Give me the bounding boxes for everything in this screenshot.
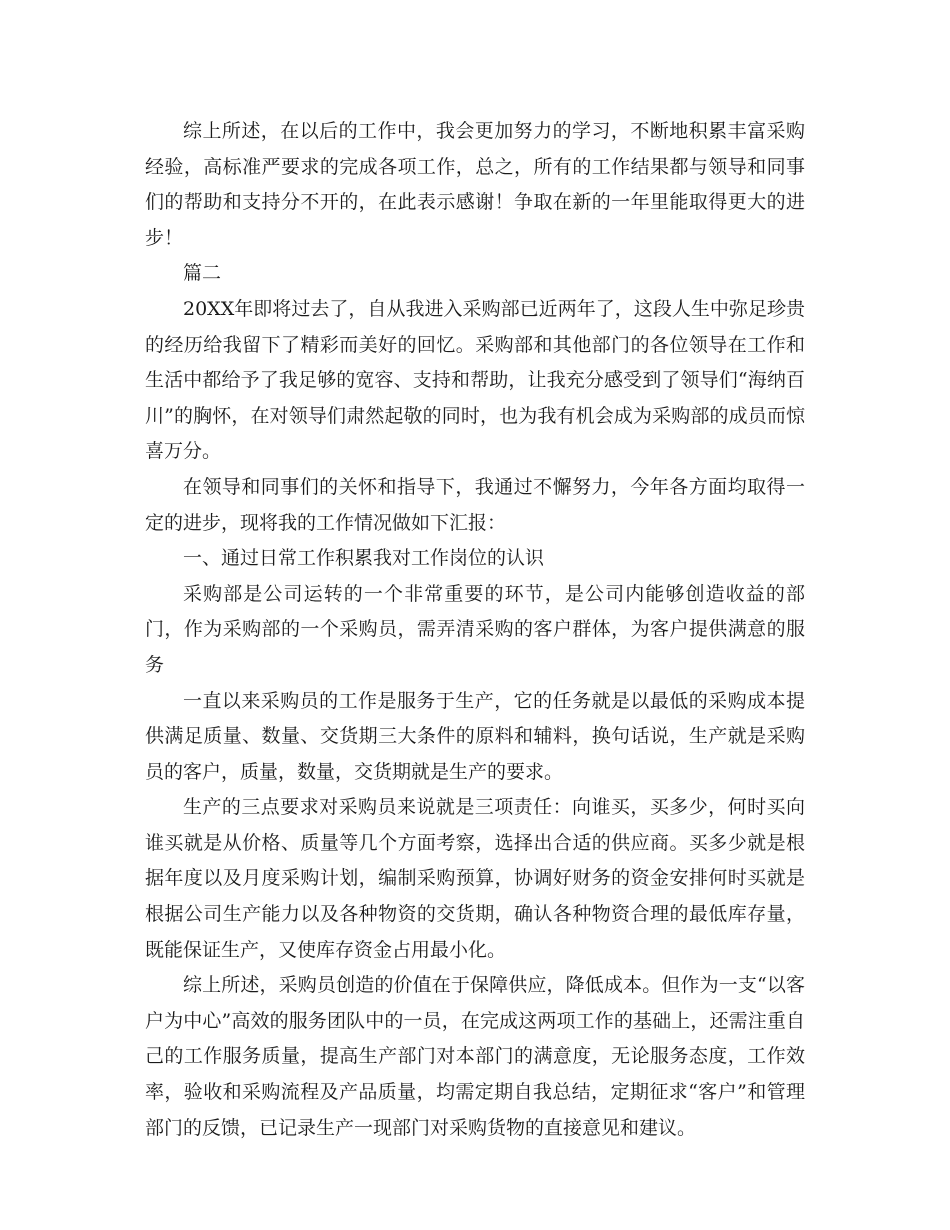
- document-body: [145, 114, 805, 1146]
- paragraph-purchaser-duty: 一直以来采购员的工作是服务于生产，它的任务就是以最低的采购成本提供满足质量、数量、交货期三大条件的原料和辅料，换句话说，生产就是采购员的客户，质量，数量，交货期就是生产的要求。: [145, 689, 805, 783]
- paragraph-summary-conclusion: 综上所述，在以后的工作中，我会更加努力的学习，不断地积累丰富采购经验，高标准严要求的完成各项工作，总之，所有的工作结果都与领导和同事们的帮助和支持分不开的，在此表示感谢！争取在新的一年里能取得更大的进步！: [145, 120, 805, 249]
- subheading-job-understanding: 一、通过日常工作积累我对工作岗位的认识: [183, 547, 545, 570]
- paragraph-three-responsibilities: 生产的三点要求对采购员来说就是三项责任：向谁买，买多少，何时买向谁买就是从价格、质量等几个方面考察，选择出合适的供应商。买多少就是根据年度以及月度采购计划，编制采购预算，协调好财务的资金安排何时买就是根据公司生产能力以及各种物资的交货期，确认各种物资合理的最低库存量，既能保证生产，又使库存资金占用最小化。: [145, 796, 805, 961]
- paragraph-value-summary: 综上所述，采购员创造的价值在于保障供应，降低成本。但作为一支“以客户为中心”高效的服务团队中的一员，在完成这两项工作的基础上，还需注重自己的工作服务质量，提高生产部门对本部门的满意度，无论服务态度，工作效率，验收和采购流程及产品质量，均需定期自我总结，定期征求“客户”和管理部门的反馈，已记录生产一现部门对采购货物的直接意见和建议。: [145, 974, 805, 1139]
- section-heading-part-two: 篇二: [183, 262, 222, 285]
- paragraph-intro: 20XX年即将过去了，自从我进入采购部已近两年了，这段人生中弥足珍贵的经历给我留下了精彩而美好的回忆。采购部和其他部门的各位领导在工作和生活中都给予了我足够的宽容、支持和帮助，让我充分感受到了领导们“海纳百川”的胸怀，在对领导们肃然起敬的同时，也为我有机会成为采购部的成员而惊喜万分。: [145, 297, 805, 463]
- paragraph-department-role: 采购部是公司运转的一个非常重要的环节，是公司内能够创造收益的部门，作为采购部的一个采购员，需弄清采购的客户群体，为客户提供满意的服务: [145, 582, 805, 676]
- paragraph-report-lead: 在领导和同事们的关怀和指导下，我通过不懈努力，今年各方面均取得一定的进步，现将我的工作情况做如下汇报：: [145, 475, 805, 534]
